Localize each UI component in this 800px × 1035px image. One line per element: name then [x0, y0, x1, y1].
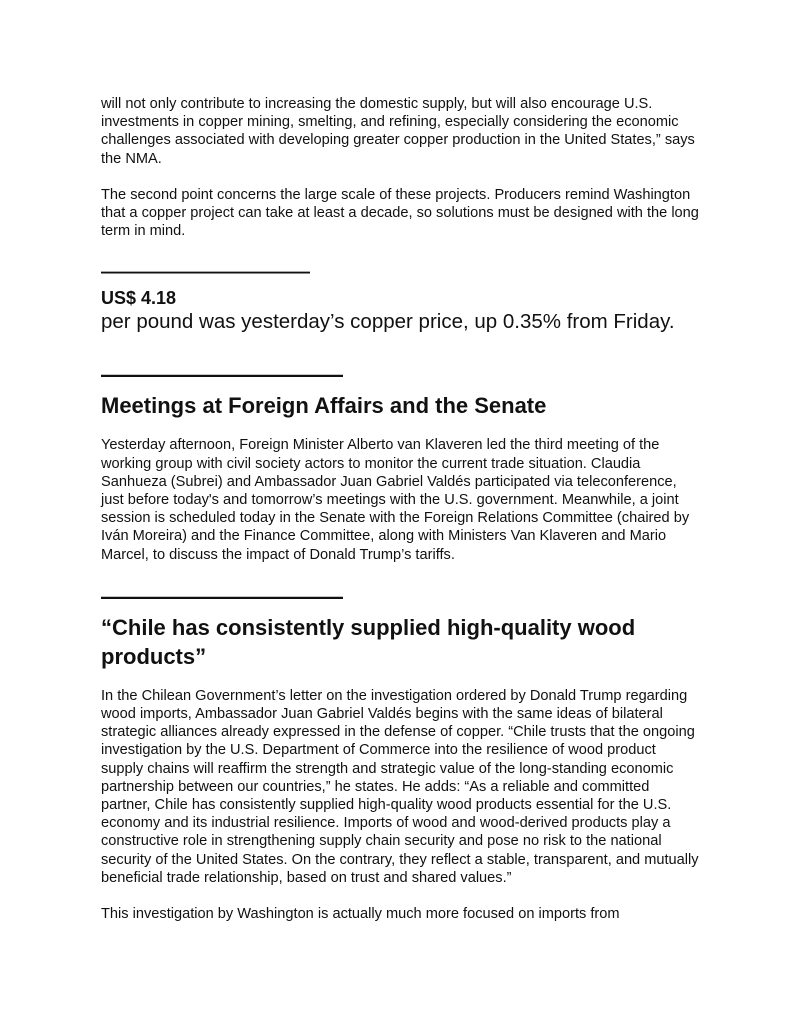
copper-price-value: US$ 4.18	[101, 288, 177, 309]
section-heading: “Chile has consistently supplied high-quality wood products”	[101, 614, 636, 669]
document-page	[101, 95, 701, 923]
section-heading: Meetings at Foreign Affairs and the Senate	[101, 393, 547, 419]
body-paragraph: will not only contribute to increasing the domestic supply, but will also encourage U.S. investments in copper mining, smelting, and refining, especially considering the economic challenges associated with developing greater copper production in the United States,” says the NMA.	[101, 96, 695, 167]
body-paragraph: This investigation by Washington is actually much more focused on imports from	[101, 906, 620, 923]
body-paragraph: In the Chilean Government’s letter on the investigation ordered by Donald Trump regarding wood imports, Ambassador Juan Gabriel Valdés begins with the same ideas of bilateral strategic alliances already expressed in the defense of copper. “Chile trusts that the ongoing investigation by the U.S. Department of Commerce into the resilience of wood product supply chains will reaffirm the strength and strategic value of the long-standing economic partnership between our countries,” he states. He adds: “As a reliable and committed partner, Chile has consistently supplied high-quality wood products essential for the U.S. economy and its industrial resilience. Imports of wood and wood-derived products play a constructive role in strengthening supply chain security and pose no risk to the national security of the United States. On the contrary, they reflect a stable, transparent, and mutually beneficial trade relationship, based on trust and shared values.”	[101, 687, 699, 886]
body-paragraph: The second point concerns the large scale of these projects. Producers remind Washington that a copper project can take at least a decade, so solutions must be designed with the long term in mind.	[101, 186, 699, 240]
section-divider: ———————————	[101, 262, 310, 284]
section-divider: ———————————	[101, 362, 343, 388]
section-divider: ———————————	[101, 583, 343, 609]
body-paragraph: Yesterday afternoon, Foreign Minister Alberto van Klaveren led the third meeting of the working group with civil society actors to monitor the current trade situation. Claudia Sanhueza (Subrei) and Ambassador Juan Gabriel Valdés participated via teleconference, just before today's and tomorrow’s meetings with the U.S. government. Meanwhile, a joint session is scheduled today in the Senate with the Foreign Relations Committee (chaired by Iván Moreira) and the Finance Committee, along with Ministers Van Klaveren and Mario Marcel, to discuss the impact of Donald Trump’s tariffs.	[101, 437, 690, 563]
copper-price-description: per pound was yesterday’s copper price, up 0.35% from Friday.	[101, 310, 675, 334]
